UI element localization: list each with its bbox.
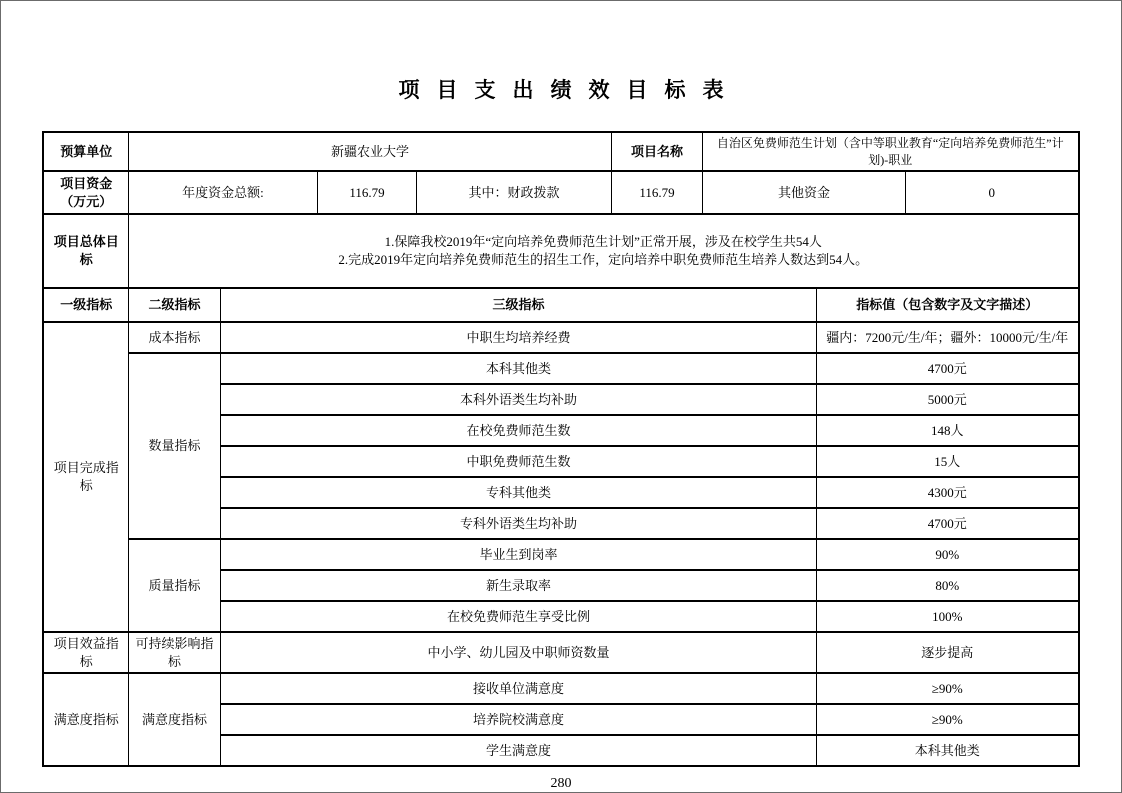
level2-cell: 质量指标	[128, 539, 220, 632]
indicator-name-cell: 培养院校满意度	[220, 704, 816, 735]
table-row	[43, 214, 1078, 288]
indicator-name-cell: 学生满意度	[220, 735, 816, 766]
overall-goal-line1: 1.保障我校2019年“定向培养免费师范生计划”正常开展，涉及在校学生共54人	[384, 234, 822, 250]
indicator-header-row	[43, 288, 1078, 322]
overall-goal-line2: 2.完成2019年定向培养免费师范生的招生工作，定向培养中职免费师范生培养人数达到54人。	[338, 252, 869, 267]
indicator-value-cell: ≥90%	[816, 673, 1078, 704]
project-name-value: 自治区免费师范生计划（含中等职业教育“定向培养免费师范生”计划)-职业	[702, 132, 1078, 171]
indicator-name-cell: 在校免费师范生数	[220, 415, 816, 446]
indicator-row	[43, 353, 1078, 384]
indicator-row	[43, 632, 1078, 673]
indicator-value-cell: 疆内：7200元/生/年；疆外：10000元/生/年	[816, 322, 1078, 353]
fiscal-allocation-label: 其中：财政拨款	[416, 171, 611, 214]
indicator-value-cell: 4300元	[816, 477, 1078, 508]
indicator-value-cell: 4700元	[816, 508, 1078, 539]
fiscal-allocation-value: 116.79	[611, 171, 702, 214]
overall-goal-label: 项目总体目标	[43, 214, 128, 288]
budget-unit-value: 新疆农业大学	[128, 132, 611, 171]
indicator-name-cell: 中职免费师范生数	[220, 446, 816, 477]
table-row	[43, 132, 1078, 171]
page-title: 项目支出绩效目标表	[398, 78, 741, 102]
indicator-row	[43, 673, 1078, 704]
level2-cell: 可持续影响指标	[128, 632, 220, 673]
indicator-value-cell: 5000元	[816, 384, 1078, 415]
indicator-name-cell: 专科其他类	[220, 477, 816, 508]
level1-cell: 项目完成指标	[43, 322, 128, 632]
indicator-row	[43, 539, 1078, 570]
indicator-name-cell: 毕业生到岗率	[220, 539, 816, 570]
overall-goal-text	[128, 214, 1078, 288]
level2-cell: 满意度指标	[128, 673, 220, 766]
indicator-name-cell: 中职生均培养经费	[220, 322, 816, 353]
performance-target-table	[42, 131, 1079, 767]
indicator-name-cell: 专科外语类生均补助	[220, 508, 816, 539]
indicator-name-cell: 本科外语类生均补助	[220, 384, 816, 415]
level1-cell: 项目效益指标	[43, 632, 128, 673]
indicator-value-cell: 15人	[816, 446, 1078, 477]
annual-total-label: 年度资金总额:	[128, 171, 317, 214]
level2-cell: 成本指标	[128, 322, 220, 353]
header-level2: 二级指标	[128, 288, 220, 322]
indicator-name-cell: 在校免费师范生享受比例	[220, 601, 816, 632]
indicator-value-cell: 80%	[816, 570, 1078, 601]
table-row	[43, 171, 1078, 214]
level1-cell: 满意度指标	[43, 673, 128, 766]
indicator-name-cell: 中小学、幼儿园及中职师资数量	[220, 632, 816, 673]
other-funds-value: 0	[905, 171, 1078, 214]
indicator-value-cell: ≥90%	[816, 704, 1078, 735]
header-level3: 三级指标	[220, 288, 816, 322]
indicator-value-cell: 逐步提高	[816, 632, 1078, 673]
indicator-value-cell: 本科其他类	[816, 735, 1078, 766]
indicator-name-cell: 新生录取率	[220, 570, 816, 601]
level2-cell: 数量指标	[128, 353, 220, 539]
indicator-value-cell: 100%	[816, 601, 1078, 632]
indicator-value-cell: 148人	[816, 415, 1078, 446]
indicator-row	[43, 322, 1078, 353]
page-number: 280	[550, 776, 572, 792]
project-funds-label: 项目资金（万元）	[43, 171, 128, 214]
annual-total-value: 116.79	[317, 171, 416, 214]
indicator-value-cell: 90%	[816, 539, 1078, 570]
header-value: 指标值（包含数字及文字描述）	[816, 288, 1078, 322]
indicator-name-cell: 本科其他类	[220, 353, 816, 384]
project-name-label: 项目名称	[611, 132, 702, 171]
other-funds-label: 其他资金	[702, 171, 905, 214]
header-level1: 一级指标	[43, 288, 128, 322]
indicator-name-cell: 接收单位满意度	[220, 673, 816, 704]
indicator-value-cell: 4700元	[816, 353, 1078, 384]
budget-unit-label: 预算单位	[43, 132, 128, 171]
